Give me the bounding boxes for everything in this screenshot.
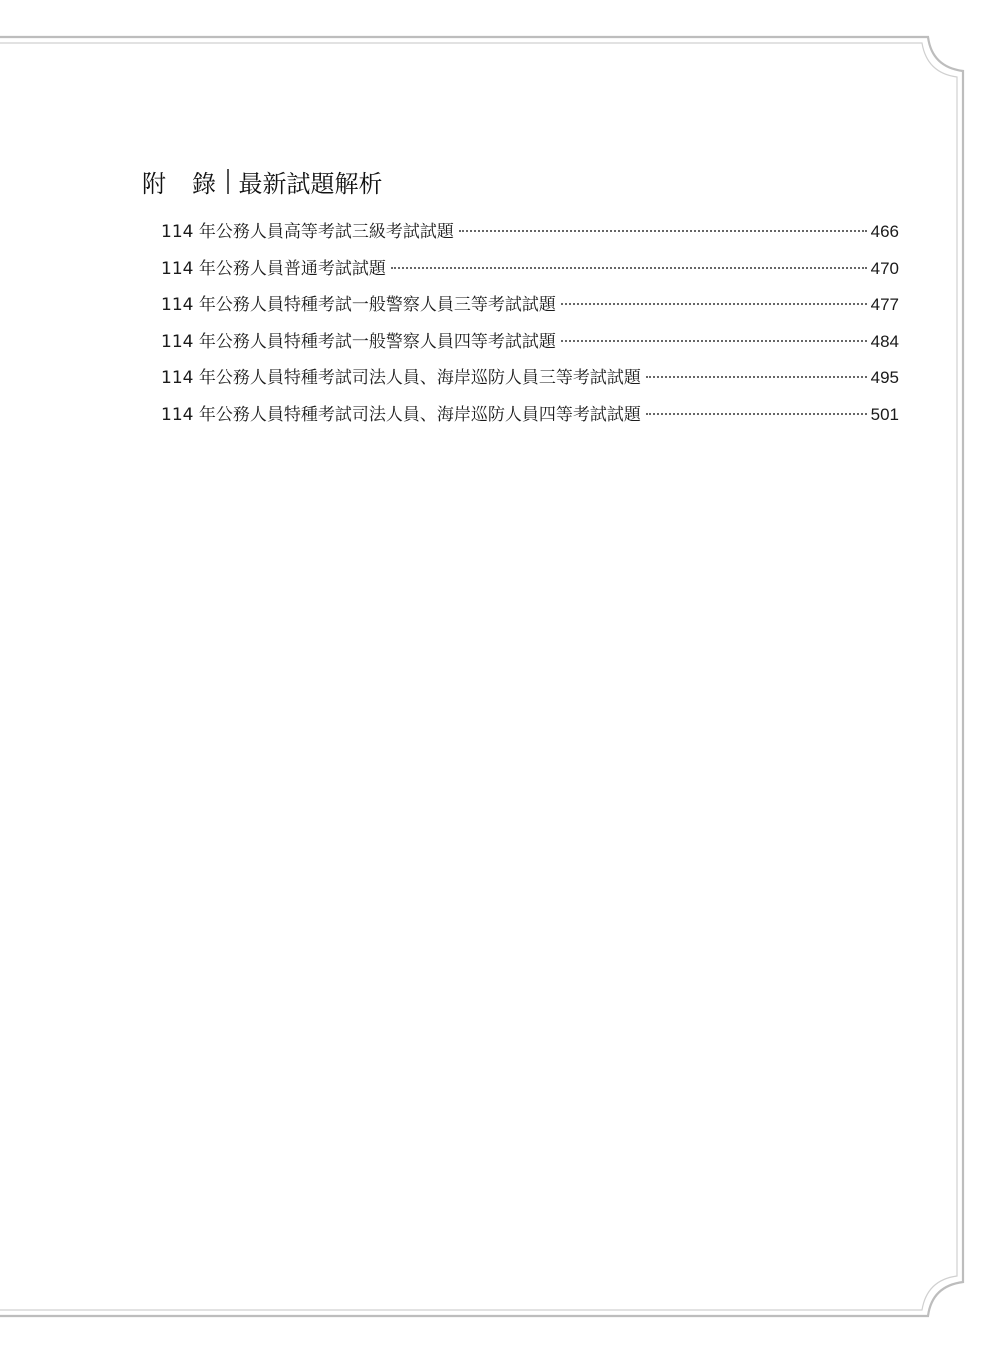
toc-entry[interactable] (161, 401, 899, 438)
toc-leader-dots (459, 230, 867, 232)
toc-entry[interactable] (161, 364, 899, 401)
toc-entry-page: 484 (870, 331, 899, 351)
table-of-contents (161, 218, 899, 437)
toc-entry-page: 477 (870, 295, 899, 314)
toc-entry[interactable] (161, 255, 899, 292)
toc-leader-dots (561, 340, 867, 342)
toc-leader-dots (391, 267, 867, 269)
heading-divider (227, 169, 229, 194)
toc-entry-title: 114 年公務人員特種考試一般警察人員三等考試試題 (161, 295, 556, 315)
toc-leader-dots (561, 303, 867, 305)
toc-entry-title: 114 年公務人員特種考試司法人員、海岸巡防人員四等考試試題 (161, 404, 641, 425)
toc-entry-page: 501 (870, 404, 899, 424)
toc-entry-title: 114 年公務人員特種考試司法人員、海岸巡防人員三等考試試題 (161, 368, 641, 388)
appendix-label-char-1: 附 (142, 169, 166, 198)
appendix-label (142, 164, 216, 199)
toc-entry[interactable] (161, 218, 899, 255)
toc-entry-page: 495 (870, 368, 899, 387)
toc-leader-dots (646, 376, 867, 378)
toc-entry-title: 114 年公務人員高等考試三級考試試題 (161, 222, 454, 242)
toc-entry[interactable] (161, 328, 899, 365)
toc-entry-page: 470 (870, 258, 899, 278)
toc-entry-title: 114 年公務人員特種考試一般警察人員四等考試試題 (161, 331, 556, 352)
appendix-label-char-2: 錄 (192, 169, 216, 198)
appendix-heading (142, 163, 383, 199)
toc-entry[interactable] (161, 291, 899, 328)
toc-entry-page: 466 (870, 222, 899, 241)
toc-entry-title: 114 年公務人員普通考試試題 (161, 258, 386, 279)
toc-leader-dots (646, 413, 867, 415)
appendix-title: 最新試題解析 (238, 169, 383, 198)
